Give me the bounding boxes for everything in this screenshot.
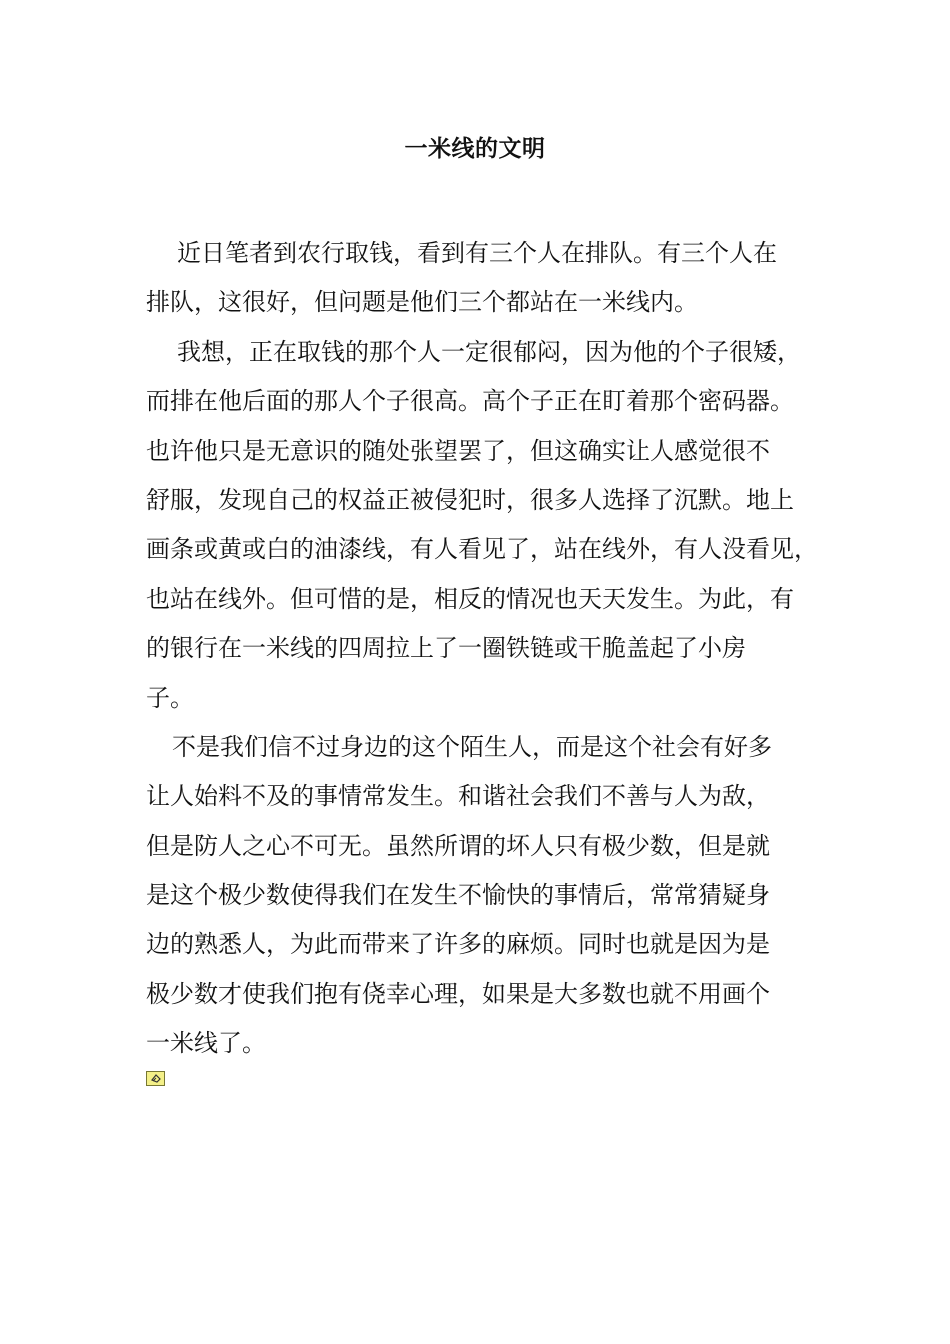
text-line: 的银行在一米线的四周拉上了一圈铁链或干脆盖起了小房 (146, 634, 746, 663)
text-line: 边的熟悉人，为此而带来了许多的麻烦。同时也就是因为是 (146, 930, 770, 959)
text-line: 也站在线外。但可惜的是，相反的情况也天天发生。为此，有 (146, 584, 794, 613)
text-line: 而排在他后面的那人个子很高。高个子正在盯着那个密码器。 (146, 387, 794, 416)
text-line: 但是防人之心不可无。虽然所谓的坏人只有极少数，但是就 (146, 831, 770, 860)
text-line: 也许他只是无意识的随处张望罢了，但这确实让人感觉很不 (146, 436, 770, 465)
text-line: 不是我们信不过身边的这个陌生人，而是这个社会有好多 (172, 732, 772, 761)
text-line: 子。 (146, 683, 194, 712)
text-line: 舒服，发现自己的权益正被侵犯时，很多人选择了沉默。地上 (146, 485, 794, 514)
text-line: 排队，这很好，但问题是他们三个都站在一米线内。 (146, 288, 698, 317)
paragraph-1 (146, 229, 826, 328)
paragraph-2 (146, 328, 826, 723)
text-line: 近日笔者到农行取钱，看到有三个人在排队。有三个人在 (177, 239, 777, 267)
text-line: 画条或黄或白的油漆线，有人看见了，站在线外，有人没看见， (146, 535, 818, 564)
document-title: 一米线的文明 (404, 135, 546, 162)
text-line: 一米线了。 (146, 1029, 266, 1058)
anchor-icon-glyph (149, 1073, 163, 1084)
text-line: 极少数才使我们抱有侥幸心理，如果是大多数也就不用画个 (146, 979, 770, 1008)
document-body (146, 229, 826, 1069)
anchor-icon[interactable] (146, 1071, 165, 1086)
paragraph-3 (146, 723, 826, 1069)
text-line: 我想，正在取钱的那个人一定很郁闷，因为他的个子很矮， (177, 337, 801, 366)
text-line: 是这个极少数使得我们在发生不愉快的事情后，常常猜疑身 (146, 881, 770, 910)
text-line: 让人始料不及的事情常发生。和谐社会我们不善与人为敌， (146, 782, 770, 811)
